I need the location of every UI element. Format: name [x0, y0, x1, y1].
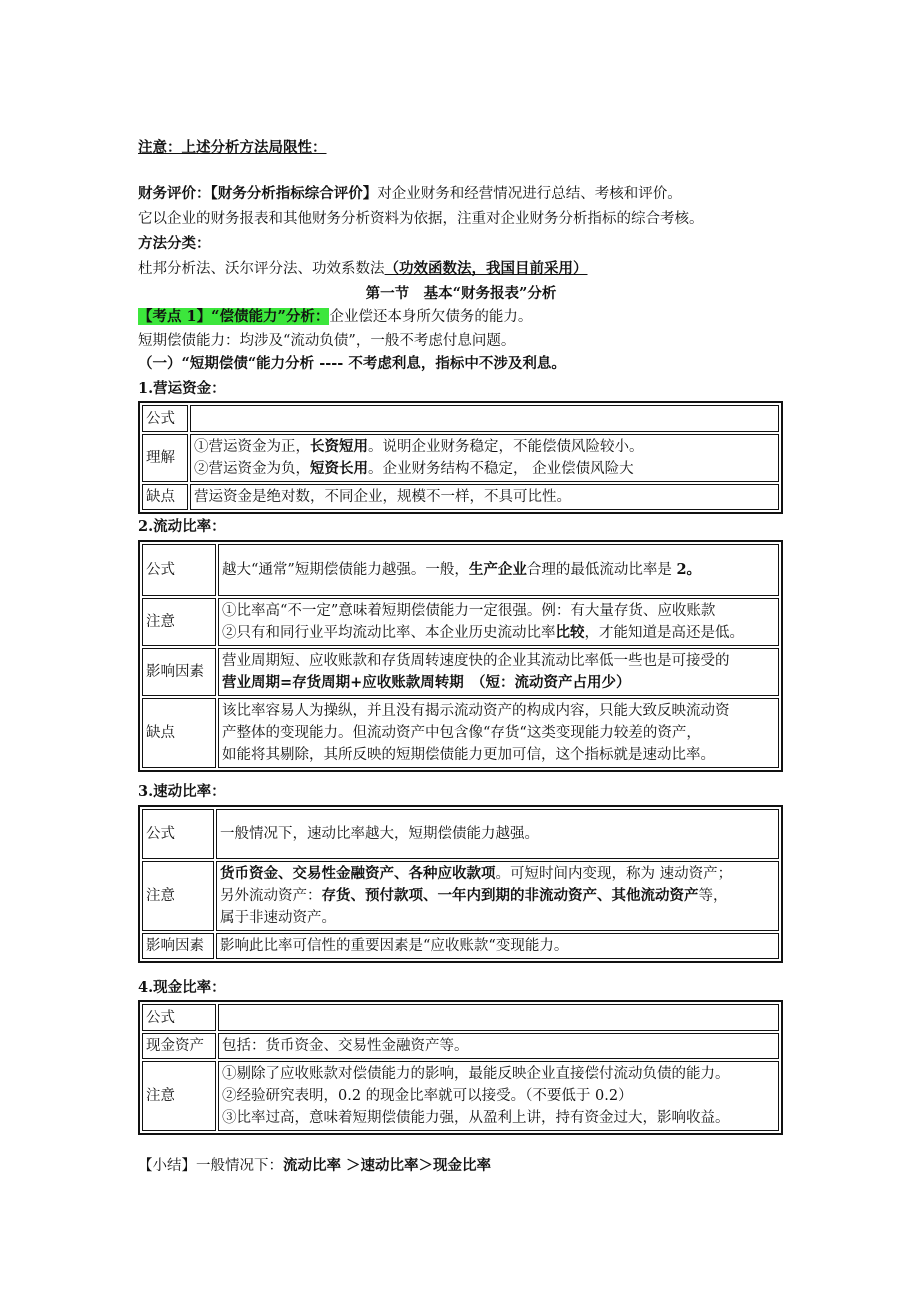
t3-note-1: 货币资金、交易性金融资产、各种应收款项。可短时间内变现，称为 速动资产；	[220, 865, 733, 882]
summary-text: 流动比率 ＞速动比率＞现金比率	[283, 1157, 492, 1174]
methods-paren: （功效函数法，我国目前采用）	[384, 260, 588, 277]
t3-row-note	[142, 861, 779, 931]
t1-understand-cell	[190, 434, 779, 482]
t4-formula-label: 公式	[142, 1004, 216, 1031]
t3-note-3: 属于非速动资产。	[220, 910, 336, 926]
t1-row-understand	[142, 434, 779, 482]
t1-understand-2: ②营运资金为负，短资长用。企业财务结构不稳定， 企业偿债风险大	[194, 460, 634, 477]
t1-understand-label: 理解	[142, 434, 188, 482]
t2-row-defect	[142, 698, 779, 768]
t2-formula: 越大“通常”短期偿债能力越强。一般，生产企业合理的最低流动比率是 2。	[218, 544, 779, 596]
kaodian-line	[138, 306, 532, 328]
section-title: 第一节 基本“财务报表”分析	[365, 285, 557, 302]
t2-formula-label: 公式	[142, 544, 216, 596]
t2-note-1: ①比率高“不一定”意味着短期偿债能力一定很强。例：有大量存货、应收账款	[222, 603, 716, 619]
t2-factor-cell	[218, 648, 779, 696]
kaodian-tag: 【考点 1】“偿债能力”分析：	[138, 308, 330, 325]
cash-ratio-table	[138, 1000, 783, 1135]
t3-title: 3.速动比率：	[138, 783, 226, 800]
t4-note-3: ③比率过高，意味着短期偿债能力强，从盈利上讲，持有资金过大，影响收益。	[222, 1110, 730, 1126]
t4-note-cell	[218, 1061, 779, 1131]
t4-row-formula	[142, 1004, 779, 1031]
t4-row-note	[142, 1061, 779, 1131]
method-label: 方法分类：	[138, 235, 211, 252]
t2-row-formula	[142, 544, 779, 596]
eval-line-2: 它以企业的财务报表和其他财务分析资料为依据，注重对企业财务分析指标的综合考核。	[138, 211, 704, 227]
t3-formula-label: 公式	[142, 809, 214, 859]
t1-title: 1.营运资金：	[138, 380, 226, 397]
current-ratio-table	[138, 540, 783, 772]
t1-defect: 营运资金是绝对数，不同企业，规模不一样，不具可比性。	[190, 484, 779, 510]
t4-note-1: ①剔除了应收账款对偿债能力的影响，最能反映企业直接偿付流动负债的能力。	[222, 1066, 730, 1082]
t1-defect-label: 缺点	[142, 484, 188, 510]
t1-understand-1: ①营运资金为正，长资短用。说明企业财务稳定，不能偿债风险较小。	[194, 438, 644, 455]
t2-factor-1: 营业周期短、应收账款和存货周转速度快的企业其流动比率低一些也是可接受的	[222, 653, 730, 669]
t1-row-formula	[142, 405, 779, 432]
t2-factor-label: 影响因素	[142, 648, 216, 696]
t2-note-label: 注意	[142, 598, 216, 646]
eval-bracket: 【财务分析指标综合评价】	[210, 185, 378, 202]
t4-cash-label: 现金资产	[142, 1033, 216, 1059]
t3-row-factor	[142, 933, 779, 959]
t3-formula: 一般情况下，速动比率越大，短期偿债能力越强。	[216, 809, 779, 859]
t2-defect-label: 缺点	[142, 698, 216, 768]
t3-note-label: 注意	[142, 861, 214, 931]
t2-row-note	[142, 598, 779, 646]
t3-note-cell	[216, 861, 779, 931]
t1-formula-label: 公式	[142, 405, 188, 432]
subsection-title: （一）“短期偿债“能力分析 ---- 不考虑利息，指标中不涉及利息。	[138, 355, 566, 372]
t2-title: 2.流动比率：	[138, 518, 226, 535]
t3-note-2: 另外流动资产：存货、预付款项、一年内到期的非流动资产、其他流动资产等，	[220, 887, 728, 904]
t2-row-factor	[142, 648, 779, 696]
t2-defect-cell	[218, 698, 779, 768]
t1-row-defect	[142, 484, 779, 510]
t4-formula-cell	[218, 1004, 779, 1031]
t4-cash: 包括：货币资金、交易性金融资产等。	[218, 1033, 779, 1059]
t4-note-2: ②经验研究表明，0.2 的现金比率就可以接受。（不要低于 0.2）	[222, 1088, 633, 1104]
summary-line	[138, 1155, 491, 1177]
note-title: 注意：上述分析方法局限性：	[138, 139, 327, 156]
summary-label: 【小结】一般情况下：	[138, 1158, 283, 1174]
t3-row-formula	[142, 809, 779, 859]
methods-line	[138, 258, 588, 280]
t2-defect-1: 该比率容易人为操纵，并且没有揭示流动资产的构成内容，只能大致反映流动资	[222, 703, 730, 719]
t1-formula-cell	[190, 405, 779, 432]
t2-note-2: ②只有和同行业平均流动比率、本企业历史流动比率比较，才能知道是高还是低。	[222, 624, 744, 641]
eval-line	[138, 183, 682, 205]
kaodian-desc: 企业偿还本身所欠债务的能力。	[329, 309, 533, 325]
quick-ratio-table	[138, 805, 783, 963]
short-term-line: 短期偿债能力：均涉及“流动负债”，一般不考虑付息问题。	[138, 333, 516, 349]
t4-row-cash	[142, 1033, 779, 1059]
t2-defect-2: 产整体的变现能力。但流动资产中包含像“存货“这类变现能力较差的资产，	[222, 725, 701, 741]
t4-note-label: 注意	[142, 1061, 216, 1131]
t3-factor: 影响此比率可信性的重要因素是“应收账款“变现能力。	[216, 933, 779, 959]
t4-title: 4.现金比率：	[138, 979, 226, 996]
t2-note-cell	[218, 598, 779, 646]
methods: 杜邦分析法、沃尔评分法、功效系数法	[138, 261, 385, 277]
working-capital-table	[138, 401, 783, 514]
t2-defect-3: 如能将其剔除，其所反映的短期偿债能力更加可信，这个指标就是速动比率。	[222, 747, 715, 763]
t2-factor-2: 营业周期=存货周期+应收账款周转期 （短：流动资产占用少）	[222, 674, 631, 691]
eval-desc: 对企业财务和经营情况进行总结、考核和评价。	[377, 186, 682, 202]
eval-label: 财务评价：	[138, 185, 211, 202]
t3-factor-label: 影响因素	[142, 933, 214, 959]
